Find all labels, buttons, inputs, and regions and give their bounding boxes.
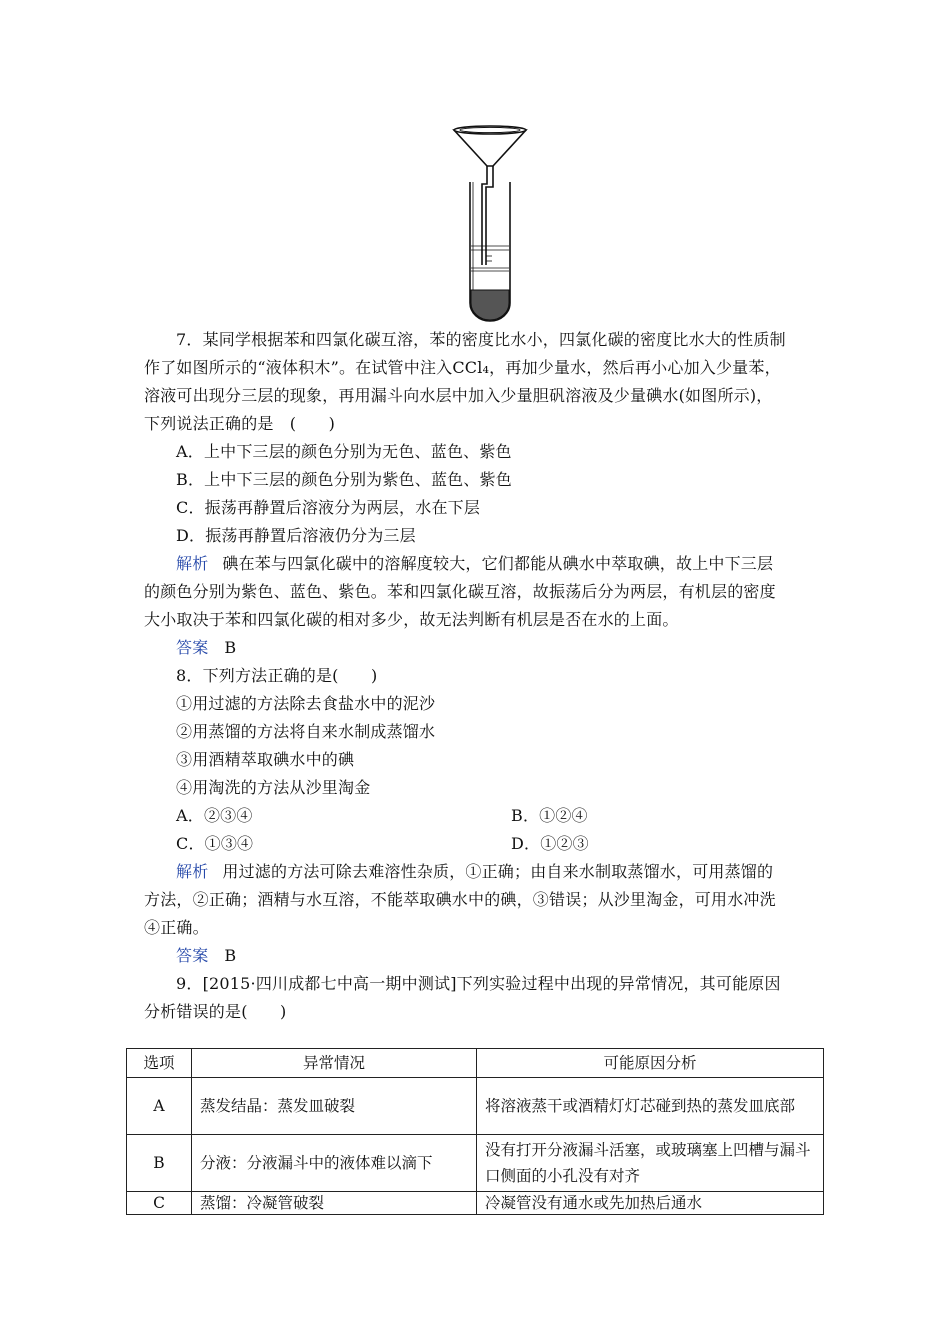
q8-item: ①用过滤的方法除去食盐水中的泥沙 (176, 694, 436, 713)
q8-answer-value: B (224, 946, 237, 965)
q9-stem-line: 9．[2015·四川成都七中高一期中测试]下列实验过程中出现的异常情况，其可能原因 (176, 974, 781, 993)
q7-answer-value: B (224, 638, 237, 657)
table-cell: C (127, 1192, 192, 1215)
q8-analysis-line: 方法，②正确；酒精与水互溶，不能萃取碘水中的碘，③错误；从沙里淘金，可用水冲洗 (144, 890, 776, 909)
q8-item: ③用酒精萃取碘水中的碘 (176, 750, 355, 769)
q8-answer (176, 942, 236, 970)
q7-stem-line: 作了如图所示的“液体积木”。在试管中注入CCl₄，再加少量水，然后再小心加入少量苯， (144, 358, 781, 377)
table-cell: 蒸馏：冷凝管破裂 (192, 1192, 477, 1215)
q9-table (126, 1048, 824, 1215)
table-header: 可能原因分析 (477, 1049, 824, 1078)
table-cell: 没有打开分液漏斗活塞，或玻璃塞上凹槽与漏斗口侧面的小孔没有对齐 (477, 1135, 824, 1192)
q7-stem-line: 7．某同学根据苯和四氯化碳互溶，苯的密度比水小，四氯化碳的密度比水大的性质制 (176, 330, 786, 349)
table-header-row (127, 1049, 824, 1078)
q7-option-d: D．振荡再静置后溶液仍分为三层 (176, 526, 416, 545)
q8-option-c: C．①③④ (176, 834, 254, 853)
q8-stem: 8．下列方法正确的是( ) (176, 666, 378, 685)
table-cell: A (127, 1078, 192, 1135)
q8-option-d: D．①②③ (511, 834, 589, 853)
q8-item: ②用蒸馏的方法将自来水制成蒸馏水 (176, 722, 436, 741)
q7-analysis-text: 碘在苯与四氯化碳中的溶解度较大，它们都能从碘水中萃取碘，故上中下三层 (222, 554, 774, 573)
q7-option-b: B．上中下三层的颜色分别为紫色、蓝色、紫色 (176, 470, 512, 489)
q7-analysis-line: 大小取决于苯和四氯化碳的相对多少，故无法判断有机层是否在水的上面。 (144, 610, 679, 629)
table-header: 选项 (127, 1049, 192, 1078)
table-row (127, 1078, 824, 1135)
table-cell: 分液：分液漏斗中的液体难以滴下 (192, 1135, 477, 1192)
table-header: 异常情况 (192, 1049, 477, 1078)
q7-analysis (176, 550, 773, 578)
q7-analysis-line: 的颜色分别为紫色、蓝色、紫色。苯和四氯化碳互溶，故振荡后分为两层，有机层的密度 (144, 582, 776, 601)
answer-label: 答案 (176, 946, 209, 965)
q8-option-a: A．②③④ (176, 806, 253, 825)
q9-stem-line: 分析错误的是( ) (144, 1002, 287, 1021)
test-tube-funnel-diagram (440, 120, 540, 325)
table-cell: 蒸发结晶：蒸发皿破裂 (192, 1078, 477, 1135)
answer-label: 答案 (176, 638, 209, 657)
q8-analysis (176, 858, 773, 886)
q7-stem-line: 溶液可出现分三层的现象，再用漏斗向水层中加入少量胆矾溶液及少量碘水(如图所示)， (144, 386, 773, 405)
table-cell: B (127, 1135, 192, 1192)
analysis-label: 解析 (176, 862, 209, 881)
table-row (127, 1135, 824, 1192)
analysis-label: 解析 (176, 554, 209, 573)
table-cell: 冷凝管没有通水或先加热后通水 (477, 1192, 824, 1215)
q8-analysis-text: 用过滤的方法可除去难溶性杂质，①正确；由自来水制取蒸馏水，可用蒸馏的 (222, 862, 774, 881)
q7-answer (176, 634, 236, 662)
table-row (127, 1192, 824, 1215)
q7-option-c: C．振荡再静置后溶液分为两层，水在下层 (176, 498, 481, 517)
q8-option-b: B．①②④ (511, 806, 588, 825)
q7-option-a: A．上中下三层的颜色分别为无色、蓝色、紫色 (176, 442, 512, 461)
q7-stem-line: 下列说法正确的是 ( ) (144, 414, 336, 433)
q8-analysis-line: ④正确。 (144, 918, 209, 937)
table-cell: 将溶液蒸干或酒精灯灯芯碰到热的蒸发皿底部 (477, 1078, 824, 1135)
q8-item: ④用淘洗的方法从沙里淘金 (176, 778, 371, 797)
